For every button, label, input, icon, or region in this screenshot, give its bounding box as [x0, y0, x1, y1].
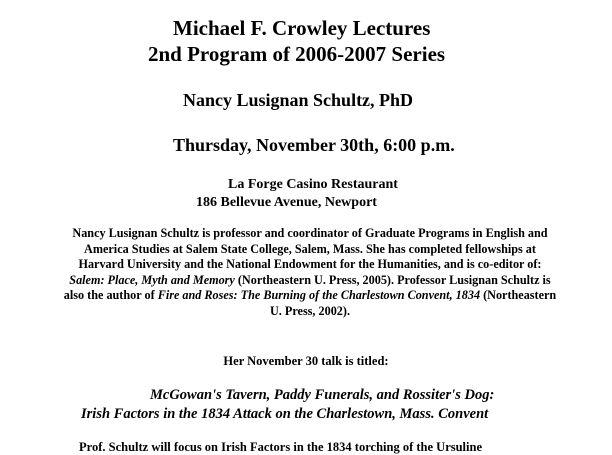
- venue-address: 186 Bellevue Avenue, Newport: [196, 195, 377, 210]
- bio-text-3: (Northeastern U. Press, 2002).: [270, 288, 557, 318]
- closing-paragraph: Prof. Schultz will focus on Irish Factors in the 1834 torching of the Ursuline: [79, 440, 483, 454]
- talk-title-line-1: McGowan's Tavern, Paddy Funerals, and Rossiter's Dog:: [150, 387, 495, 403]
- title-line-1: Michael F. Crowley Lectures: [173, 16, 431, 40]
- speaker-name: Nancy Lusignan Schultz, PhD: [183, 90, 414, 110]
- bio-text-2: (Northeastern U. Press, 2005). Professor Lusignan Schultz is also the author of: [63, 272, 551, 302]
- bio-book-2: Fire and Roses: The Burning of the Charlestown Convent, 1834: [157, 288, 481, 302]
- bio-book-1: Salem: Place, Myth and Memory: [69, 272, 235, 287]
- venue-name: La Forge Casino Restaurant: [228, 177, 398, 192]
- speaker-bio: [60, 226, 560, 319]
- bio-text-1: Nancy Lusignan Schultz is professor and coordinator of Graduate Programs in English and America Studies at Salem State College, Salem, Mass. She has completed fellowships at Harvard University and the National Endowment for the Humanities, and is co-editor of:: [72, 226, 548, 271]
- talk-intro: Her November 30 talk is titled:: [223, 354, 389, 368]
- talk-title-line-2: Irish Factors in the 1834 Attack on the Charlestown, Mass. Convent: [81, 406, 489, 422]
- title-line-2: 2nd Program of 2006-2007 Series: [148, 42, 446, 66]
- event-datetime: Thursday, November 30th, 6:00 p.m.: [173, 135, 455, 155]
